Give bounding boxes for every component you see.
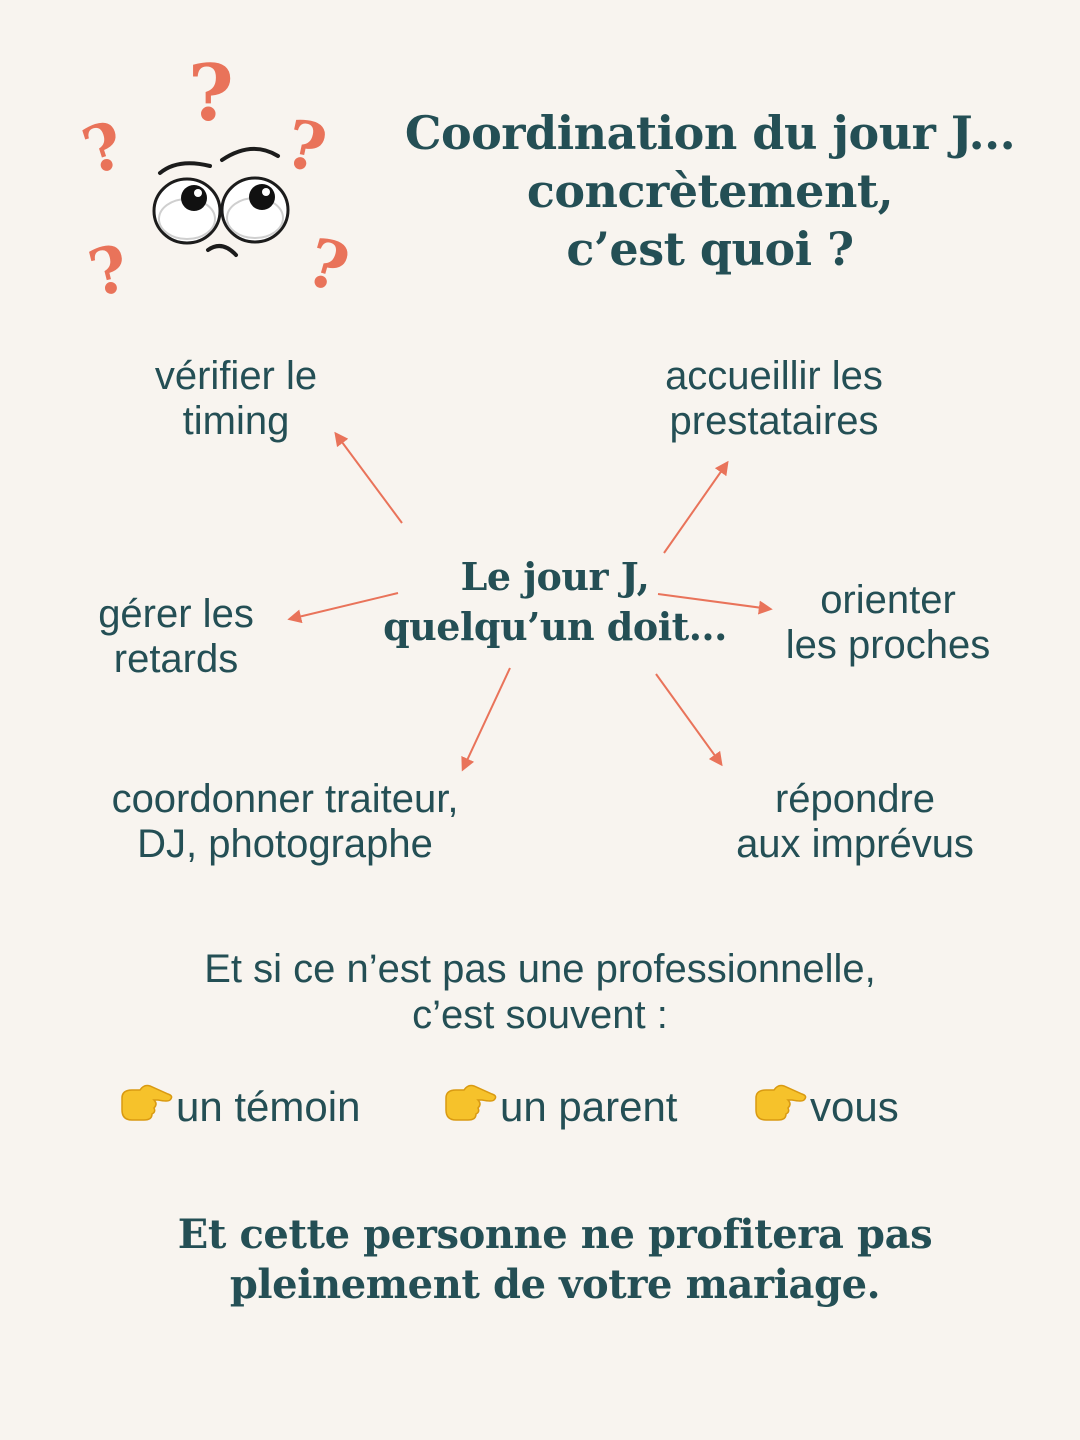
question-mark-icon: ? [74,107,133,191]
center-line-2: quelqu’un doit... [383,604,727,649]
question-mark-icon: ? [278,104,333,189]
pointing-hand-icon [118,1078,174,1136]
node-orienter-proches [758,578,1018,668]
node-line: coordonner traiteur, [111,777,459,821]
node-accueillir-prestataires [614,354,934,444]
question-mark-icon: ? [81,230,137,313]
intro-text [60,946,1020,1038]
option-label: un parent [500,1083,678,1130]
arrow-prestataires [664,463,727,553]
conclusion-text [110,1210,1000,1310]
title-line-1: Coordination du jour J... [404,106,1016,160]
pointing-hand-icon [442,1078,498,1136]
question-mark-icon: ? [188,48,234,139]
pointing-hand-icon [752,1078,808,1136]
arrow-imprevus [656,674,721,764]
node-line: timing [182,399,290,443]
node-line: répondre [774,777,936,821]
node-line: retards [113,637,239,681]
node-line: aux imprévus [736,822,974,866]
node-line: gérer les [98,592,254,636]
node-line: DJ, photographe [137,822,433,866]
option-label: un témoin [176,1083,361,1130]
intro-line-1: Et si ce n’est pas une professionnelle, [204,947,876,991]
title-line-3: c’est quoi ? [566,222,854,276]
node-line: orienter [820,578,956,622]
node-verifier-timing [86,354,386,444]
node-coordonner-prestataires [70,777,500,867]
node-line: les proches [785,623,991,667]
option-vous [752,1078,899,1136]
title-line-2: concrètement, [526,164,894,218]
arrow-coordonner [463,668,510,769]
option-temoin [118,1078,360,1136]
option-parent [442,1078,677,1136]
intro-line-2: c’est souvent : [412,993,668,1037]
conclusion-line-2: pleinement de votre mariage. [229,1261,881,1308]
question-mark-icon: ? [298,222,357,308]
conclusion-line-1: Et cette personne ne profitera pas [177,1211,933,1258]
center-line-1: Le jour J, [460,554,650,599]
node-line: accueillir les [665,354,883,398]
node-repondre-imprevus [700,777,1010,867]
node-line: vérifier le [154,354,318,398]
option-label: vous [810,1083,899,1130]
node-gerer-retards [56,592,296,682]
center-node [370,552,740,652]
node-line: prestataires [669,399,879,443]
page-title [400,104,1020,278]
arrow-timing [336,434,402,523]
